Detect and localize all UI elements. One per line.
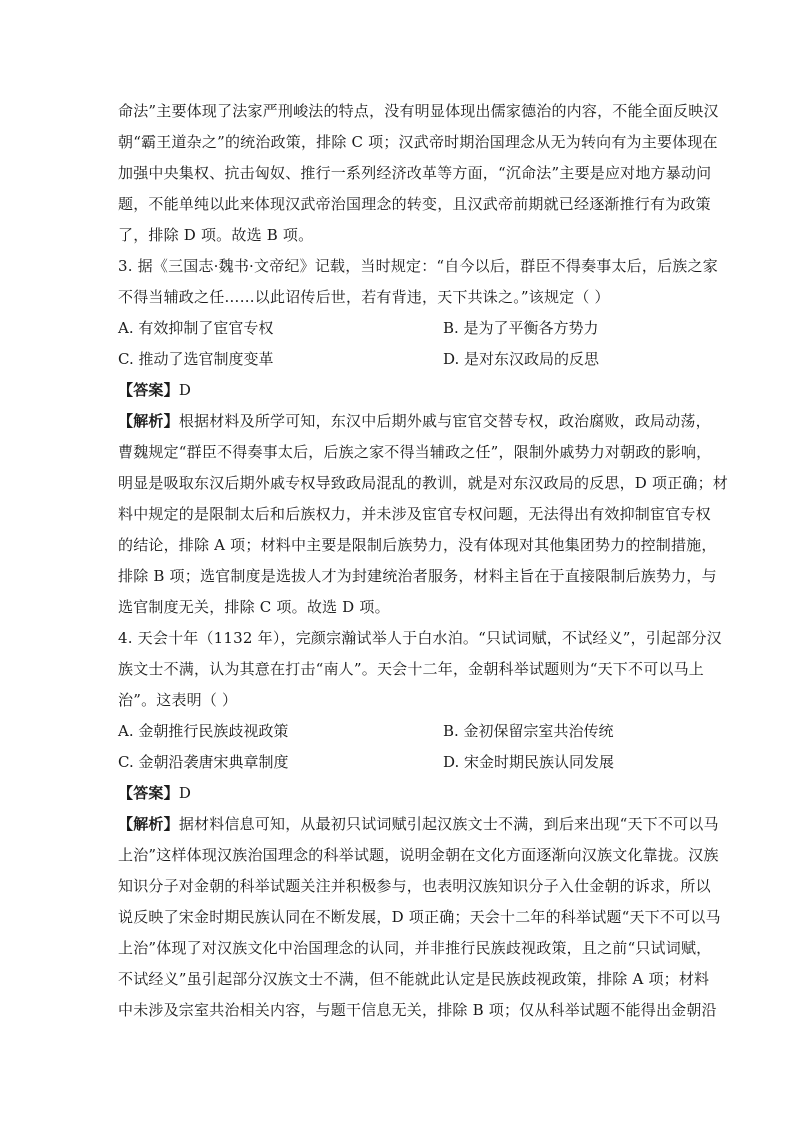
answer-label: 【答案】 (118, 784, 179, 802)
text-line: 题，不能单纯以此来体现汉武帝治国理念的转变，且汉武帝前期就已经逐渐推行有为政策 (118, 195, 711, 213)
analysis-line: 明显是吸取东汉后期外戚专权导致政局混乱的教训，就是对东汉政局的反思，D 项正确；材 (118, 474, 728, 492)
option-b: B. 是为了平衡各方势力 (443, 319, 599, 337)
analysis-text: 根据材料及所学可知，东汉中后期外戚与宦官交替专权，政治腐败，政局动荡， (178, 412, 711, 430)
text-line: 了，排除 D 项。故选 B 项。 (118, 226, 314, 244)
answer-label: 【答案】 (118, 381, 179, 399)
option-c: C. 金朝沿袭唐宋典章制度 (118, 753, 289, 771)
option-a: A. 金朝推行民族歧视政策 (118, 722, 289, 740)
analysis-label: 【解析】 (118, 412, 179, 430)
analysis-line: 曹魏规定“群臣不得奏事太后，后族之家不得当辅政之任”，限制外戚势力对朝政的影响， (118, 443, 712, 461)
options-row (118, 716, 678, 747)
analysis-text: 据材料信息可知，从最初只试词赋引起汉族文士不满，到后来出现“天下不可以马 (178, 815, 719, 833)
question-stem-line: 族文士不满，认为其意在打击“南人”。天会十二年，金朝科举试题则为“天下不可以马上 (118, 660, 705, 678)
question-4 (118, 623, 722, 1026)
question-stem-line: 4. 天会十年（1132 年），完颜宗瀚试举人于白水泊。“只试词赋，不试经义”，引起部分汉 (118, 629, 722, 647)
analysis-line: 不试经义”虽引起部分汉族文士不满，但不能就此认定是民族歧视政策，排除 A 项；材料 (118, 970, 710, 988)
options-row (118, 747, 678, 778)
question-3 (118, 251, 728, 623)
option-a: A. 有效抑制了宦官专权 (118, 319, 274, 337)
answer-line (118, 778, 678, 809)
analysis-line (118, 406, 711, 437)
answer-value: D (178, 784, 192, 802)
text-line: 命法”主要体现了法家严刑峻法的特点，没有明显体现出儒家德治的内容，不能全面反映汉 (118, 102, 719, 120)
document-page (118, 96, 728, 1026)
analysis-line: 选官制度无关，排除 C 项。故选 D 项。 (118, 598, 390, 616)
analysis-line (118, 809, 719, 840)
option-d: D. 宋金时期民族认同发展 (443, 753, 615, 771)
question-stem-line: 3. 据《三国志·魏书·文帝纪》记载，当时规定：“自今以后，群臣不得奏事太后，后族之家 (118, 257, 718, 275)
analysis-line: 上治”这样体现汉族治国理念的科举试题，说明金朝在文化方面逐渐向汉族文化靠拢。汉族 (118, 846, 719, 864)
text-line: 朝“霸王道杂之”的统治政策，排除 C 项；汉武帝时期治国理念从无为转向有为主要体现在 (118, 133, 718, 151)
option-d: D. 是对东汉政局的反思 (443, 350, 600, 368)
answer-line (118, 375, 678, 406)
option-b: B. 金初保留宗室共治传统 (443, 722, 614, 740)
analysis-line: 上治”体现了对汉族文化中治国理念的认同，并非推行民族歧视政策，且之前“只试词赋， (118, 939, 712, 957)
option-c: C. 推动了选官制度变革 (118, 350, 274, 368)
previous-explanation (118, 96, 719, 251)
text-line: 加强中央集权、抗击匈奴、推行一系列经济改革等方面，“沉命法”主要是应对地方暴动问 (118, 164, 712, 182)
analysis-line: 料中规定的是限制太后和后族权力，并未涉及宦官专权问题，无法得出有效抑制宦官专权 (118, 505, 711, 523)
answer-value: D (178, 381, 192, 399)
question-stem-line: 治”。这表明（ ） (118, 691, 238, 709)
question-stem-line: 不得当辅政之任……以此诏传后世，若有背违，天下共诛之。”该规定（ ） (118, 288, 610, 306)
analysis-line: 中未涉及宗室共治相关内容，与题干信息无关，排除 B 项；仅从科举试题不能得出金朝沿 (118, 1001, 717, 1019)
options-row (118, 313, 678, 344)
analysis-line: 的结论，排除 A 项；材料中主要是限制后族势力，没有体现对其他集团势力的控制措施， (118, 536, 717, 554)
analysis-line: 排除 B 项；选官制度是选拔人才为封建统治者服务，材料主旨在于直接限制后族势力，与 (118, 567, 717, 585)
analysis-line: 知识分子对金朝的科举试题关注并积极参与，也表明汉族知识分子入仕金朝的诉求，所以 (118, 877, 711, 895)
analysis-line: 说反映了宋金时期民族认同在不断发展，D 项正确；天会十二年的科举试题“天下不可以马 (118, 908, 721, 926)
analysis-label: 【解析】 (118, 815, 179, 833)
options-row (118, 344, 678, 375)
